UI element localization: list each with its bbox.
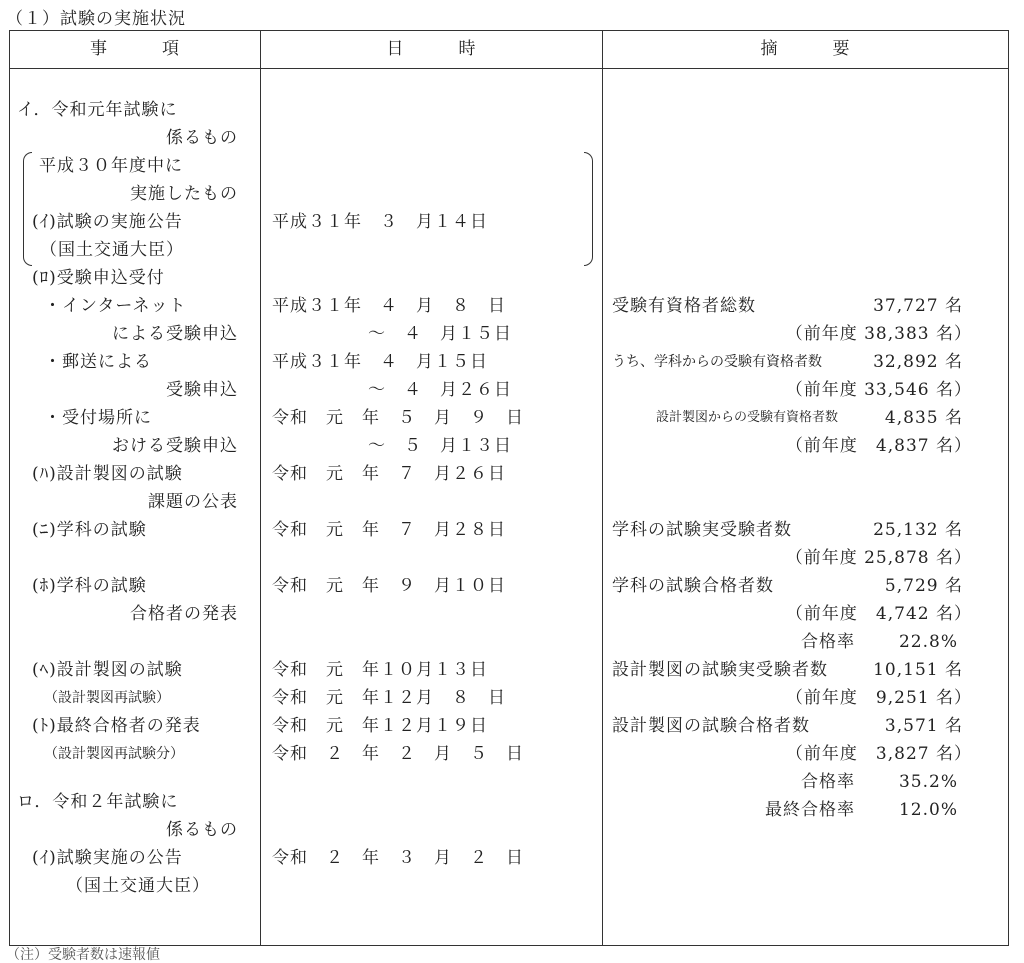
column-divider-1	[260, 31, 261, 945]
date-design-reexam: 令和 元 年１２月 ８ 日	[272, 688, 506, 708]
summary-eligible-total: 37,727 名	[873, 296, 963, 316]
item-counter-cont: おける受験申込	[112, 436, 238, 456]
date-counter-start: 令和 元 年 ５ 月 ９ 日	[272, 408, 524, 428]
header-date: 日 時	[386, 39, 477, 59]
date-internet-start: 平成３１年 ４ 月 ８ 日	[272, 296, 506, 316]
date-academic-exam: 令和 元 年 ７ 月２８日	[272, 520, 506, 540]
item-final-result: (ﾄ)最終合格者の発表	[32, 716, 201, 736]
bracket-right	[584, 152, 593, 266]
item-reiwa1-cont: 係るもの	[166, 128, 238, 148]
item-h30-cont: 実施したもの	[130, 184, 238, 204]
summary-eligible-total-label: 受験有資格者総数	[612, 296, 756, 316]
item-counter: ・受付場所に	[44, 408, 152, 428]
summary-eligible-academic: 32,892 名	[873, 352, 963, 372]
summary-design-takers: 10,151 名	[873, 660, 963, 680]
item-final-reexam: （設計製図再試験分）	[44, 746, 184, 762]
date-mail-start: 平成３１年 ４ 月１５日	[272, 352, 488, 372]
summary-academic-pass-prev: （前年度 4,742 名）	[785, 604, 972, 624]
summary-design-takers-prev: （前年度 9,251 名）	[785, 688, 972, 708]
summary-academic-takers: 25,132 名	[873, 520, 963, 540]
item-academic-result-cont: 合格者の発表	[130, 604, 238, 624]
date-r2-announce: 令和 ２ 年 ３ 月 ２ 日	[272, 848, 524, 868]
item-mail-cont: 受験申込	[166, 380, 238, 400]
date-academic-result: 令和 元 年 ９ 月１０日	[272, 576, 506, 596]
item-design-topic: (ﾊ)設計製図の試験	[32, 464, 183, 484]
item-announce: (ｲ)試験の実施公告	[32, 212, 183, 232]
summary-design-pass-label: 設計製図の試験合格者数	[612, 716, 810, 736]
summary-eligible-design-label: 設計製図からの受験有資格者数	[656, 410, 839, 425]
summary-design-rate: 35.2%	[898, 772, 958, 792]
summary-eligible-design: 4,835 名	[884, 408, 963, 428]
date-mail-end: ～ ４ 月２６日	[368, 380, 512, 400]
bracket-left	[23, 152, 32, 266]
summary-academic-rate: 22.8%	[898, 632, 958, 652]
item-r2-announce: (ｲ)試験実施の公告	[32, 848, 183, 868]
summary-academic-rate-label: 合格率	[801, 632, 855, 652]
item-internet: ・インターネット	[44, 296, 187, 316]
summary-final-rate-label: 最終合格率	[765, 800, 855, 820]
item-application: (ﾛ)受験申込受付	[32, 268, 165, 288]
summary-academic-pass-label: 学科の試験合格者数	[612, 576, 774, 596]
summary-design-takers-label: 設計製図の試験実受験者数	[612, 660, 828, 680]
summary-academic-takers-label: 学科の試験実受験者数	[612, 520, 792, 540]
summary-final-rate: 12.0%	[898, 800, 958, 820]
item-academic-result: (ﾎ)学科の試験	[32, 576, 147, 596]
item-r2-announce-minister: （国土交通大臣）	[66, 876, 210, 896]
item-reiwa1: イ．令和元年試験に	[17, 100, 178, 120]
item-design-topic-cont: 課題の公表	[148, 492, 238, 512]
date-final-result: 令和 元 年１２月１９日	[272, 716, 488, 736]
date-announce: 平成３１年 ３ 月１４日	[272, 212, 488, 232]
item-announce-minister: （国土交通大臣）	[40, 240, 184, 260]
item-academic-exam: (ﾆ)学科の試験	[32, 520, 147, 540]
date-counter-end: ～ ５ 月１３日	[368, 436, 512, 456]
exam-status-table	[9, 30, 1009, 946]
footer-note: （注）受験者数は速報値	[6, 947, 160, 963]
summary-eligible-academic-prev: （前年度 33,546 名）	[785, 380, 972, 400]
date-design-topic: 令和 元 年 ７ 月２６日	[272, 464, 506, 484]
summary-eligible-academic-label: うち、学科からの受験有資格者数	[612, 354, 822, 370]
section-caption: （１）試験の実施状況	[6, 9, 186, 29]
item-mail: ・郵送による	[44, 352, 152, 372]
summary-eligible-total-prev: （前年度 38,383 名）	[785, 324, 972, 344]
summary-eligible-design-prev: （前年度 4,837 名）	[785, 436, 972, 456]
item-internet-cont: による受験申込	[112, 324, 238, 344]
summary-academic-takers-prev: （前年度 25,878 名）	[785, 548, 972, 568]
summary-academic-pass: 5,729 名	[884, 576, 963, 596]
date-design-exam: 令和 元 年１０月１３日	[272, 660, 488, 680]
item-reiwa2: ロ．令和２年試験に	[17, 792, 179, 812]
date-final-reexam: 令和 ２ 年 ２ 月 ５ 日	[272, 744, 524, 764]
header-divider	[10, 68, 1008, 69]
summary-design-pass-prev: （前年度 3,827 名）	[785, 744, 972, 764]
item-reiwa2-cont: 係るもの	[166, 820, 238, 840]
summary-design-pass: 3,571 名	[884, 716, 963, 736]
column-divider-2	[602, 31, 603, 945]
summary-design-rate-label: 合格率	[801, 772, 855, 792]
date-internet-end: ～ ４ 月１５日	[368, 324, 512, 344]
header-summary: 摘 要	[760, 39, 851, 59]
header-item: 事 項	[90, 39, 180, 59]
item-design-reexam: （設計製図再試験）	[44, 690, 170, 706]
item-h30: 平成３０年度中に	[39, 156, 183, 176]
item-design-exam: (ﾍ)設計製図の試験	[32, 660, 183, 680]
